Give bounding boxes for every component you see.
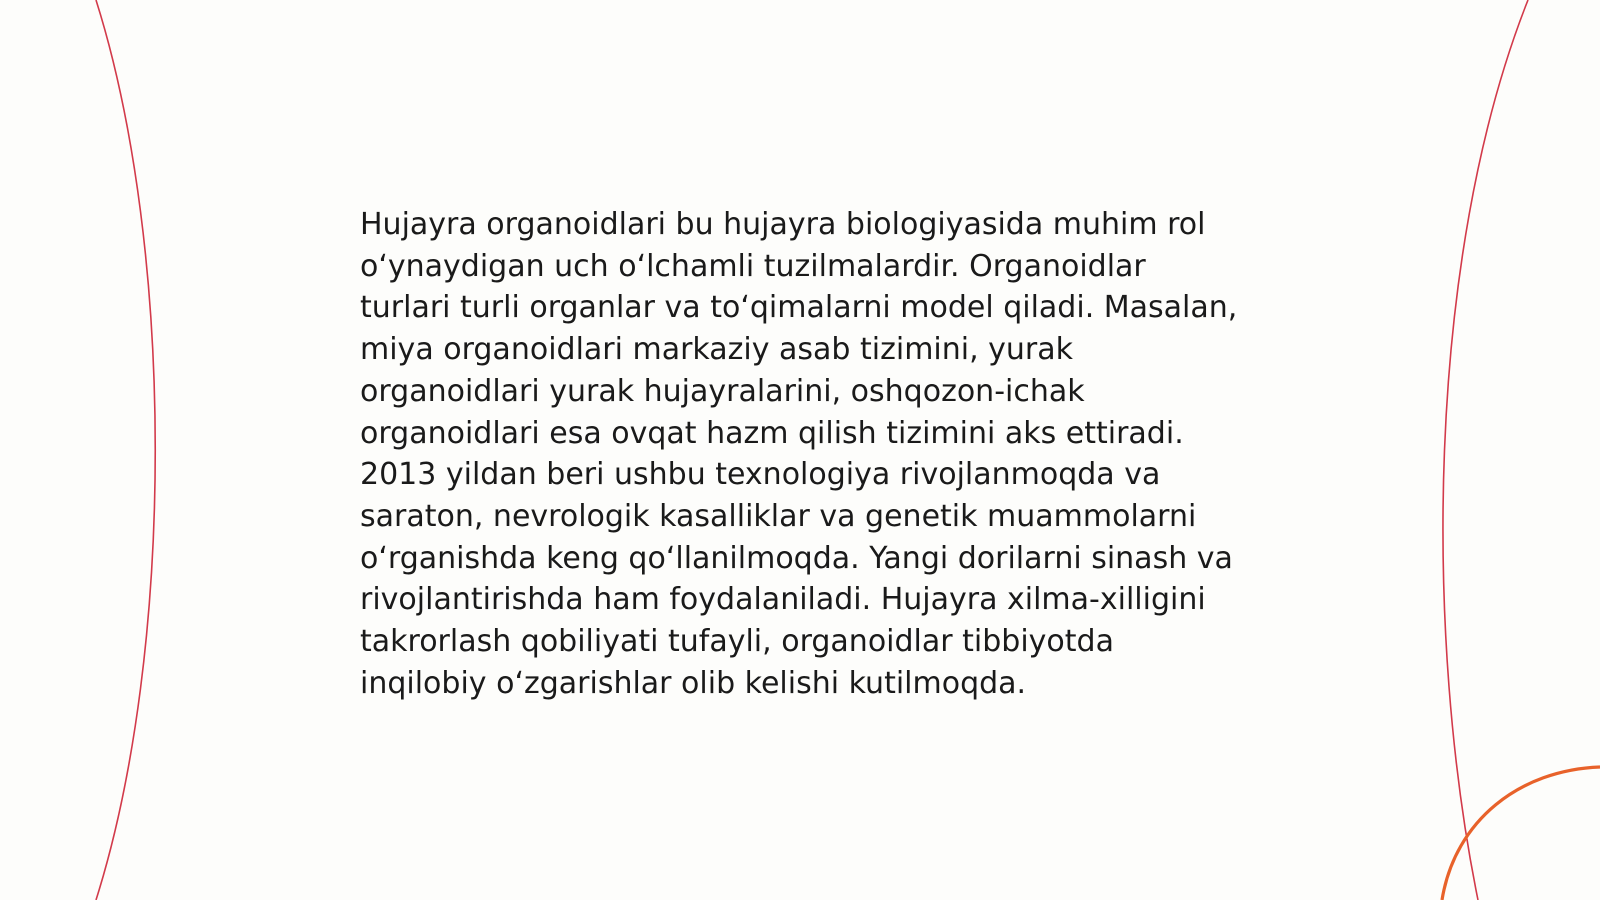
right-curve-line [1443,0,1528,900]
body-paragraph: Hujayra organoidlari bu hujayra biologiyasida muhim rol o‘ynaydigan uch o‘lchamli tuzilmalardir. Organoidlar turlari turli organlar va to‘qimalarni model qiladi. Masalan, miya organoidlari markaziy asab tizimini, yurak organoidlari yurak hujayralarini, oshqozon-ichak organoidlari esa ovqat hazm qilish tizimini aks ettiradi. 2013 yildan beri ushbu texnologiya rivojlanmoqda va saraton, nevrologik kasalliklar va genetik muammolarni o‘rganishda keng qo‘llanilmoqda. Yangi dorilarni sinash va rivojlantirishda ham foydalaniladi. Hujayra xilma-xilligini takrorlash qobiliyati tufayli, organoidlar tibbiyotda inqilobiy o‘zgarishlar olib kelishi kutilmoqda. [360,207,1238,701]
left-curve-line [96,0,155,900]
